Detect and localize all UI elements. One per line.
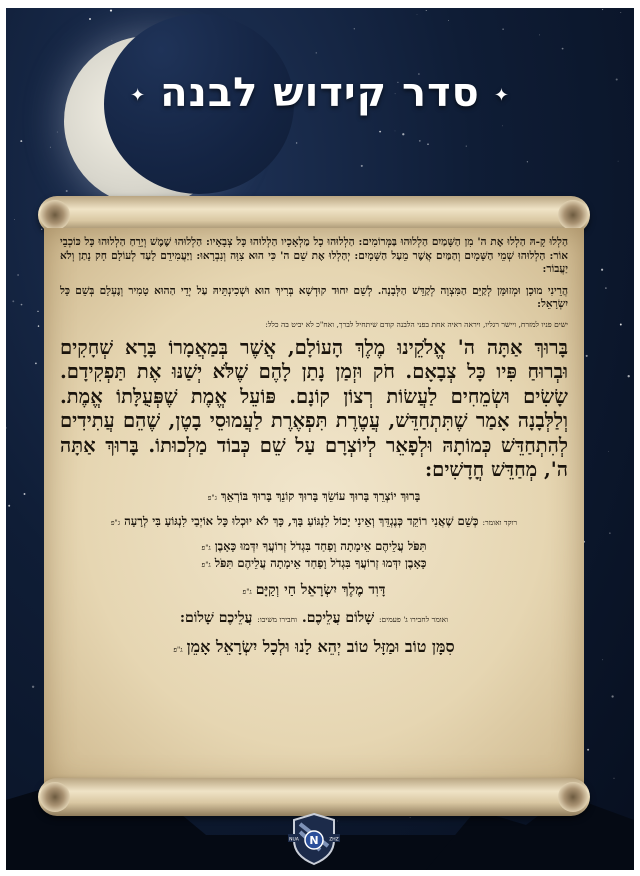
tipol-line <box>60 539 568 573</box>
star <box>419 140 421 142</box>
shalom-text-2: עֲלֵיכֶם שָׁלוֹם: <box>179 609 253 626</box>
star <box>426 10 427 11</box>
tipol-text: תִּפֹּל עֲלֵיהֶם אֵימָתָה וָפַחַד בִּגְדֹל זְרוֹעֲךָ יִדְּמוּ כָּאָבֶן <box>214 538 427 553</box>
star <box>417 14 418 15</box>
star <box>66 190 68 192</box>
times-three-mark: ג"פ <box>173 645 183 654</box>
star <box>466 146 467 147</box>
star <box>502 28 503 29</box>
title-text: סדר קידוש לבנה <box>160 70 480 116</box>
star <box>38 325 39 326</box>
star <box>354 28 355 29</box>
baruch-text: בָּרוּךְ יוֹצְרֵךְ בָּרוּךְ עוֹשֵׂךְ בָּרוּךְ קוֹנֵךְ בָּרוּךְ בּוֹרְאֵךְ <box>220 488 421 503</box>
star <box>620 324 622 326</box>
star <box>562 48 564 50</box>
star <box>21 304 23 306</box>
times-three-mark: ג"פ <box>242 587 252 596</box>
star <box>602 9 603 10</box>
dance-note: רוקד ואומר: <box>482 517 518 527</box>
star <box>601 269 603 271</box>
star <box>628 375 630 377</box>
star <box>17 274 19 276</box>
siman-line <box>60 637 568 660</box>
star <box>89 18 91 20</box>
star <box>32 686 34 688</box>
scroll-bottom-right-end <box>558 782 588 812</box>
star <box>37 311 38 312</box>
page-title <box>6 70 634 116</box>
star <box>620 12 621 13</box>
star <box>110 10 112 12</box>
scroll-top-right-end <box>558 200 588 230</box>
shalom-note-1: ואומר לחבירו ג' פעמים: <box>379 614 449 624</box>
star <box>395 131 396 132</box>
keshem-line <box>60 514 568 531</box>
shalom-text-1: שָׁלוֹם עֲלֵיכֶם. <box>301 609 375 626</box>
scroll-bottom-left-end <box>40 782 70 812</box>
star <box>12 300 14 302</box>
star <box>50 147 51 148</box>
times-three-mark: ג"פ <box>201 543 211 552</box>
star <box>618 161 619 162</box>
star <box>527 161 528 162</box>
star <box>24 493 26 495</box>
star <box>448 20 449 21</box>
star <box>609 533 610 534</box>
badge-left-text: NUA <box>289 837 299 843</box>
times-three-mark: ג"פ <box>110 518 121 527</box>
david-text: דָּוִד מֶלֶךְ יִשְׂרָאֵל חַי וְקַיָּם <box>255 581 386 598</box>
star <box>539 35 540 36</box>
star <box>35 362 37 364</box>
star <box>402 133 404 135</box>
star <box>316 52 317 53</box>
blessing-paragraph: בָּרוּךְ אַתָּה ה' אֱלֹקֵינוּ מֶלֶךְ הָעוֹלָם, אֲשֶׁר בְּמַאֲמָרוֹ בָּרָא שְׁחָקִים וּבְרוּחַ פִּיו כָּל צְבָאָם. חֹק וּזְמַן נָתַן לָהֶם שֶׁלֹּא יְשַׁנּוּ אֶת תַּפְקִידָם. שָׂשִׂים וּשְׂמֵחִים לַעֲשׂוֹת רְצוֹן קוֹנָם. פּוֹעֵל אֱמֶת שֶׁפְּעֻלָּתוֹ אֱמֶת. וְלַלְּבָנָה אָמַר שֶׁתִּתְחַדֵּשׁ, עֲטֶרֶת תִּפְאֶרֶת לַעֲמוּסֵי בָטֶן, שֶׁהֵם עֲתִידִים לְהִתְחַדֵּשׁ כְּמוֹתָהּ וּלְפָאֵר לְיוֹצְרָם עַל שֵׁם כְּבוֹד מַלְכוּתוֹ. בָּרוּךְ אַתָּה ה', מְחַדֵּשׁ חֳדָשִׁים: <box>60 335 568 481</box>
star <box>379 131 381 133</box>
star <box>586 355 588 357</box>
badge-letter: N <box>309 834 319 847</box>
intent-paragraph: הֲרֵינִי מוּכָן וּמְזוּמָּן לְקַיֵּם הַמִּצְוָה לְקַדֵּשׁ הַלְּבָנָה. לְשֵׁם יִחוּד קוּדְשָׁא בְּרִיךְ הוּא וּשְׁכִינְתֵּיהּ עַל יְדֵי הַהוּא טָמִיר וְנֶעְלָם בְּשֵׁם כָּל יִשְׂרָאֵל: <box>60 284 568 310</box>
star <box>6 427 7 428</box>
star <box>112 40 113 41</box>
prayer-text <box>60 236 568 784</box>
david-line <box>60 581 568 601</box>
star <box>427 143 429 145</box>
keshem-text: כְּשֵׁם שֶׁאֲנִי רוֹקֵד כְּנֶגְדֵּךְ וְאֵינִי יָכוֹל לִנְגּוֹעַ בָּךְ, כָּךְ לֹא יוּכְלוּ כָּל אוֹיְבַי לִנְגּוֹעַ בִּי לְרָעָה <box>124 513 479 528</box>
siman-text: סִמָּן טוֹב וּמַזָּל טוֹב יְהֵא לָנוּ וּלְכָל יִשְׂרָאֵל אָמֵן <box>186 636 455 656</box>
instruction-note: ישים פניו למזרח, ויישר רגליו, ויראה ראיה אחת בפני הלבנה קודם שיתחיל לברך, ואח"כ לא יביט בה כלל: <box>265 319 568 329</box>
star <box>611 695 613 697</box>
psalm-paragraph: הַלְלוּ קָ-הּ הַלְלוּ אֶת ה' מִן הַשָּׁמַיִם הַלְלוּהוּ בַּמְּרוֹמִים: הַלְלוּהוּ כָל מַלְאָכָיו הַלְלוּהוּ כָּל צְבָאָיו: הַלְלוּהוּ שֶׁמֶשׁ וְיָרֵחַ הַלְלוּהוּ כָּל כּוֹכְבֵי אוֹר: הַלְלוּהוּ שְׁמֵי הַשָּׁמָיִם וְהַמַּיִם אֲשֶׁר מֵעַל הַשָּׁמָיִם: יְהַלְלוּ אֶת שֵׁם ה' כִּי הוּא צִוָּה וְנִבְרָאוּ: וַיַּעֲמִידֵם לָעַד לְעוֹלָם חָק נָתַן וְלֹא יַעֲבוֹר: <box>60 236 568 275</box>
star <box>361 165 363 167</box>
shalom-line <box>60 609 568 629</box>
shield-crest-icon <box>288 812 340 866</box>
kaaven-text: כָּאָבֶן יִדְּמוּ זְרוֹעֲךָ בִּגְדֹל וָפַחַד אֵימָתָה עֲלֵיהֶם תִּפֹּל <box>214 555 427 570</box>
title-ornament-left: ✦ <box>130 84 147 106</box>
star <box>14 219 15 220</box>
star <box>296 142 297 143</box>
times-three-mark: ג"פ <box>201 560 211 569</box>
badge-right-text: ZHZ <box>329 837 339 843</box>
star <box>41 229 43 231</box>
star <box>8 505 10 507</box>
baruch-line <box>60 489 568 506</box>
star <box>608 451 609 452</box>
title-ornament-right: ✦ <box>493 84 510 106</box>
times-three-mark: ג"פ <box>207 493 217 502</box>
shalom-note-2: וחבירו משיבו: <box>257 614 298 624</box>
star <box>20 140 22 142</box>
scroll-top-left-end <box>40 200 70 230</box>
star <box>605 287 606 288</box>
star <box>602 659 603 660</box>
star <box>502 125 503 126</box>
star <box>57 132 58 133</box>
